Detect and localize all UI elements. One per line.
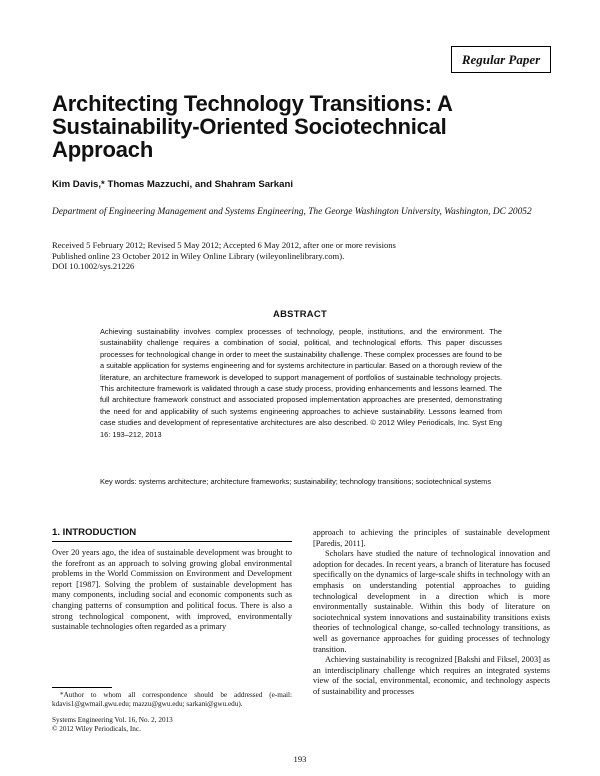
affiliation: Department of Engineering Management and Systems Engineering, The George Washington University, Washington, DC 20052 (52, 207, 532, 217)
journal-info (52, 716, 173, 734)
title-line: Approach (52, 137, 154, 162)
page-number: 193 (293, 754, 307, 764)
body-paragraph: Achieving sustainability is recognized [Bakshi and Fiksel, 2003] as an interdisciplinary challenge which requires an integrated systems view of the social, environmental, economic, and technology aspects of sustainability and processes (313, 655, 550, 696)
footnote-rule (52, 687, 112, 688)
copyright: © 2012 Wiley Periodicals, Inc. (52, 725, 141, 733)
received-dates: Received 5 February 2012; Revised 5 May 2012; Accepted 6 May 2012, after one or more revisions (52, 240, 396, 250)
section-rule (52, 541, 292, 542)
keywords: Key words: systems architecture; architecture frameworks; sustainability; technology transitions; sociotechnical systems (100, 477, 492, 486)
published-online: Published online 23 October 2012 in Wiley Online Library (wileyonlinelibrary.com). (52, 250, 345, 261)
author-list: Kim Davis,* Thomas Mazzuchi, and Shahram Sarkani (52, 179, 293, 190)
left-column (52, 548, 292, 633)
abstract-heading: ABSTRACT (273, 308, 327, 319)
paper-title (52, 92, 552, 161)
body-paragraph: approach to achieving the principles of sustainable development [Paredis, 2011]. (313, 528, 550, 548)
body-paragraph: Scholars have studied the nature of technological innovation and adoption for decades. In recent years, a branch of literature has focused specifically on the dynamics of large-scale shifts in technology with an emphasis on understanding potential approaches to guiding technological development in a direction which is more environmentally sustainable. Within this body of literature on sociotechnical system innovations and sustainability transitions exists theories of technological change, so-called technology transitions, as well as governance approaches for guiding processes of technology transition. (313, 549, 550, 654)
abstract-text: Achieving sustainability involves complex processes of technology, people, institutions, and the environment. The sustainability challenge requires a combination of social, political, and technological efforts. This paper discusses processes for technological change in order to meet the sustainability challenge. These complex processes are found to be a suitable application for systems engineering and for systems architecture in particular. Based on a thorough review of the literature, an architecture framework is developed to support management of portfolios of sustainable technology projects. This architecture framework is validated through a case study process, providing enhancements and lessons learned. The full architecture framework construct and associated proposed implementation approaches are presented, demonstrating the need for and applicability of such systems engineering approaches to achieve sustainability. Lessons learned from case studies and development of representative architectures are also described. © 2012 Wiley Periodicals, Inc. Syst Eng 16: 193–212, 2013 (100, 327, 502, 439)
paper-type-label: Regular Paper (451, 46, 551, 73)
doi: DOI 10.1002/sys.21226 (52, 261, 135, 271)
title-line: Sustainability-Oriented Sociotechnical (52, 114, 447, 139)
section-heading: 1. INTRODUCTION (52, 527, 137, 538)
footnote (52, 691, 292, 710)
publication-dates (52, 240, 552, 272)
title-line: Architecting Technology Transitions: A (52, 91, 453, 116)
body-paragraph: Over 20 years ago, the idea of sustainable development was brought to the forefront as an approach to solving growing global environmental problems in the World Commission on Environment and Development report [1987]. Solving the problem of sustainable development has many components, including social and economic components such as changing patterns of consumption and political focus. There is also a strong technological component, with improved, environmentally sustainable technologies often regarded as a primary (52, 548, 292, 632)
journal-volume: Systems Engineering Vol. 16, No. 2, 2013 (52, 716, 173, 724)
correspondence-note: *Author to whom all correspondence should be addressed (e-mail: kdavis1@gwmail.gwu.edu; mazzu@gwu.edu; sarkani@gwu.edu). (52, 691, 292, 709)
right-column (313, 528, 550, 698)
